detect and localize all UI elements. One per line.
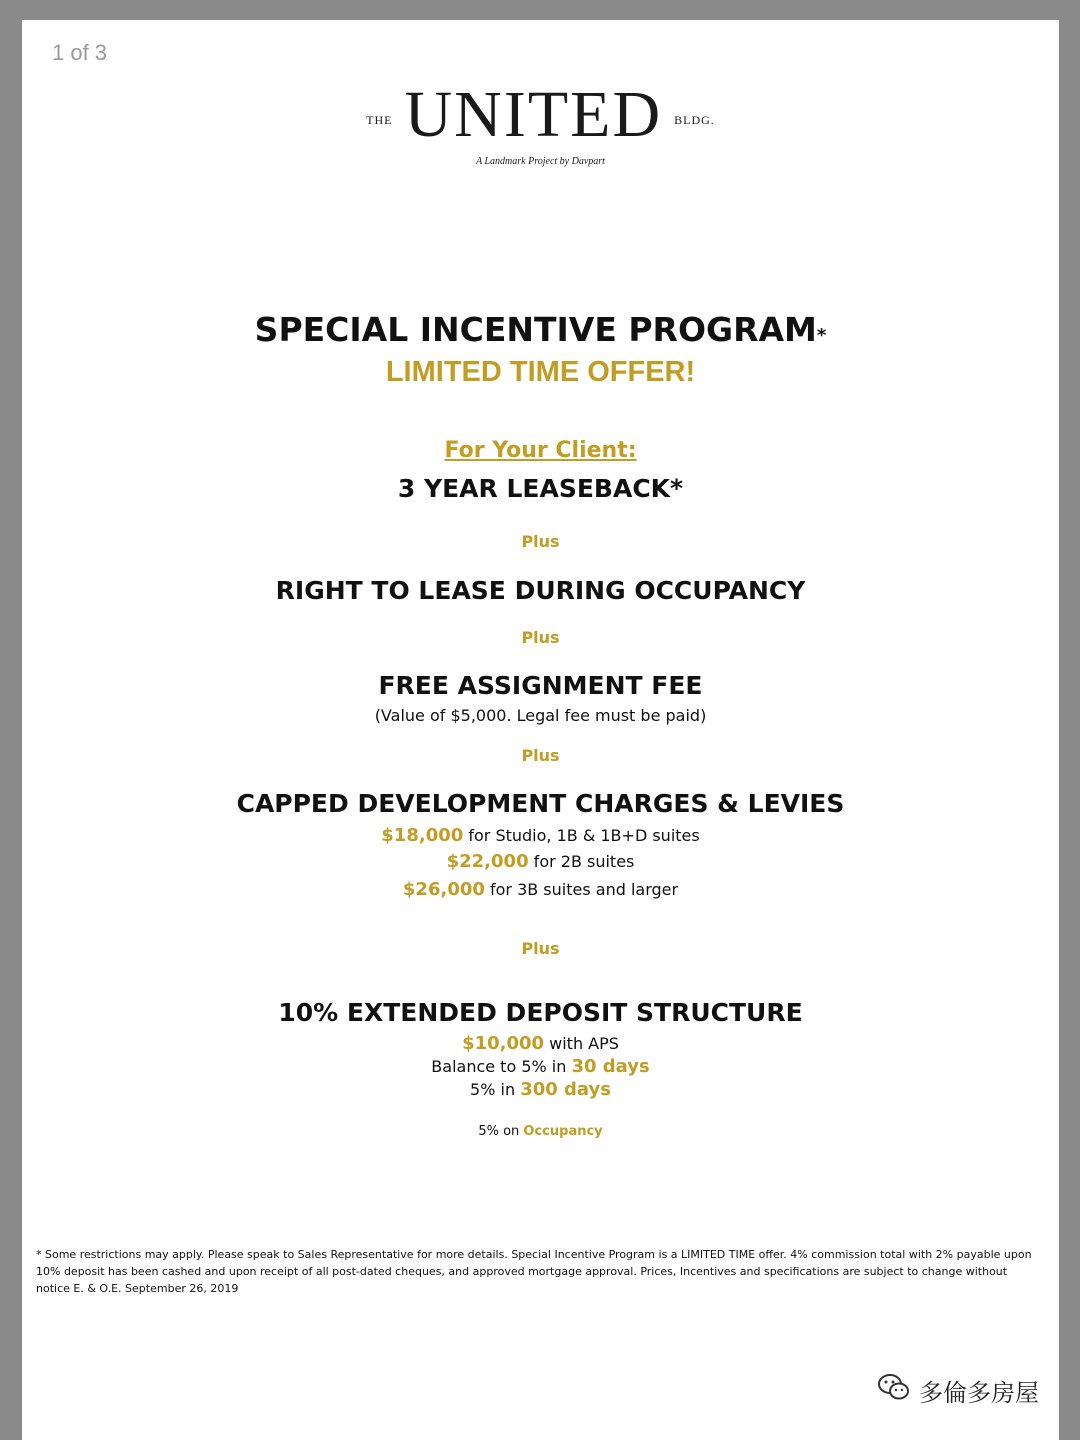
plus-divider-4: Plus [521, 939, 560, 958]
limited-offer-title: LIMITED TIME OFFER! [385, 356, 696, 388]
assignment-heading: FREE ASSIGNMENT FEE [378, 671, 703, 700]
assignment-note: (Value of $5,000. Legal fee must be paid) [374, 706, 707, 725]
plus-divider-1: Plus [521, 532, 560, 551]
capped-charges-heading: CAPPED DEVELOPMENT CHARGES & LEVIES [236, 789, 845, 818]
capped-amount-studio: $18,000 [381, 825, 464, 846]
capped-amount-3b: $26,000 [402, 879, 485, 900]
deposit-aps-text: with APS [544, 1034, 619, 1053]
capped-desc-3b: for 3B suites and larger [484, 880, 679, 899]
for-client-heading-row [22, 438, 1059, 463]
deposit-30-prefix: Balance to 5% in [431, 1057, 572, 1076]
title-asterisk: * [816, 325, 827, 346]
deposit-occupancy-prefix: 5% on [478, 1124, 524, 1139]
program-title [22, 310, 1059, 349]
plus-divider-3: Plus [521, 746, 560, 765]
deposit-line-30-days [22, 1056, 1059, 1077]
leaseback-heading: 3 YEAR LEASEBACK* [397, 474, 684, 503]
watermark-text: 多倫多房屋 [919, 1378, 1039, 1407]
capped-desc-2b: for 2B suites [528, 852, 635, 871]
logo-tagline: A Landmark Project by Davpart [476, 156, 605, 167]
wechat-icon [877, 1372, 911, 1408]
deposit-300-prefix: 5% in [470, 1080, 521, 1099]
deposit-line-occupancy [22, 1124, 1059, 1139]
capped-amount-2b: $22,000 [446, 851, 529, 872]
page-indicator: 1 of 3 [52, 40, 108, 65]
logo-bldg: BLDG. [674, 113, 715, 127]
deposit-line-aps [22, 1033, 1059, 1054]
plus-divider-2: Plus [521, 628, 560, 647]
capped-row-2b [22, 851, 1059, 872]
for-client-heading: For Your Client: [444, 438, 637, 463]
capped-row-studio [22, 825, 1059, 846]
deposit-aps-amount: $10,000 [462, 1033, 545, 1054]
program-title-text: SPECIAL INCENTIVE PROGRAM [254, 310, 817, 349]
deposit-300-days: 300 days [520, 1079, 611, 1100]
right-to-lease-heading: RIGHT TO LEASE DURING OCCUPANCY [275, 576, 806, 605]
deposit-occupancy: Occupancy [523, 1124, 603, 1139]
disclaimer-footnote: * Some restrictions may apply. Please speak to Sales Representative for more details. Special Incentive Program is a LIMITED TIME offer. 4% commission total with 2% payable upon 10% deposit has been cashed and upon receipt of all post-dated cheques, and approved mortgage approval. Prices, Incentives and specifications are subject to change without notice E. & O.E. September 26, 2019 [36, 1248, 1032, 1295]
logo-name: UNITED [404, 78, 663, 151]
watermark [877, 1372, 1039, 1408]
capped-row-3b [22, 879, 1059, 900]
united-logo [22, 78, 1059, 167]
deposit-heading: 10% EXTENDED DEPOSIT STRUCTURE [278, 998, 803, 1027]
logo-the: THE [366, 113, 393, 127]
capped-desc-studio: for Studio, 1B & 1B+D suites [463, 826, 700, 845]
document-page [22, 20, 1059, 1440]
deposit-30-days: 30 days [571, 1056, 650, 1077]
deposit-line-300-days [22, 1079, 1059, 1100]
